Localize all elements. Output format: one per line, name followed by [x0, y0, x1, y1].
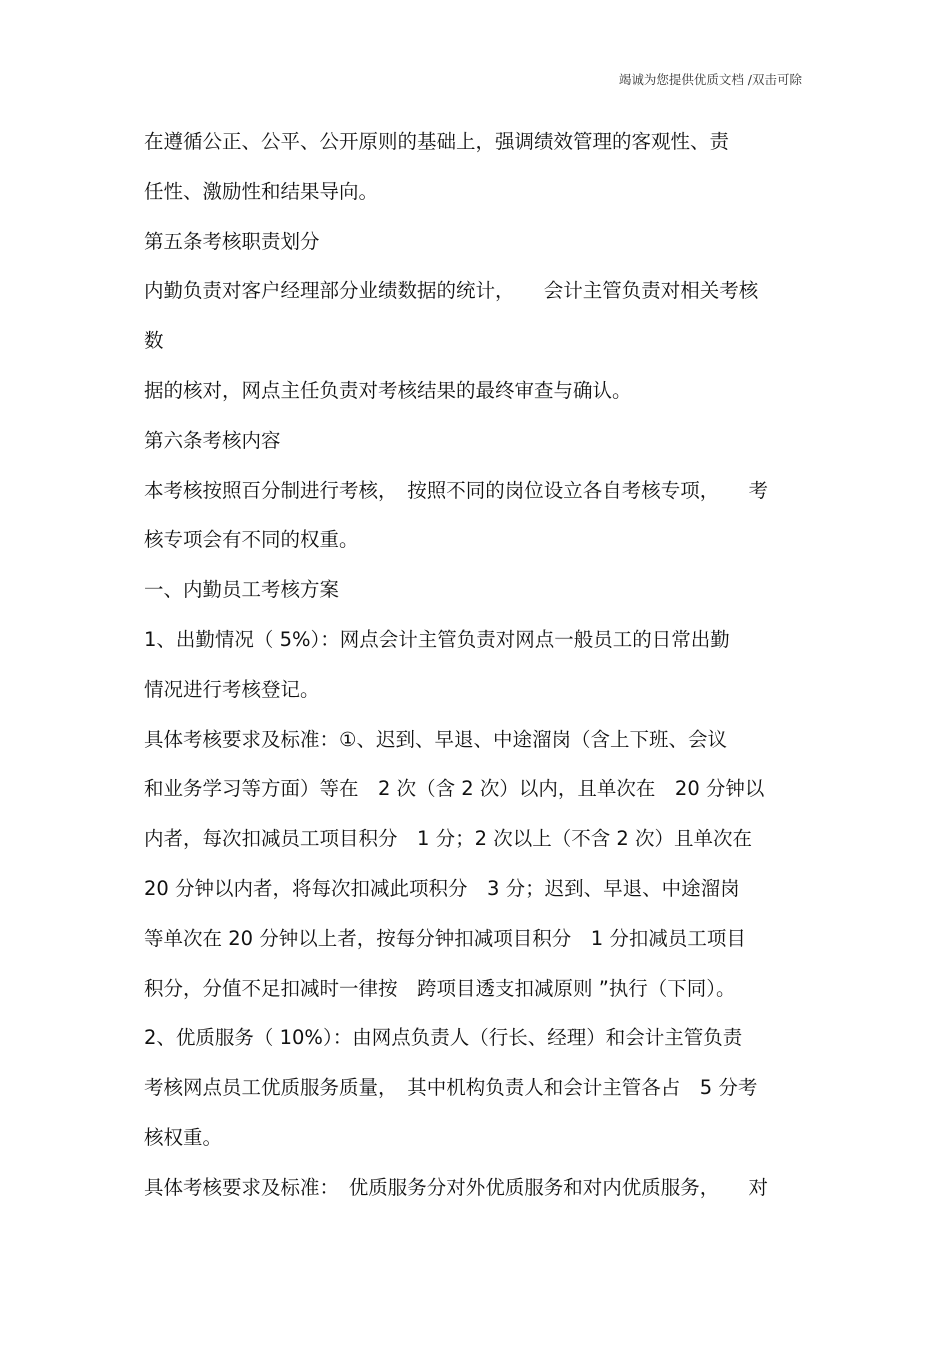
text-line: 内勤负责对客户经理部分业绩数据的统计， 会计主管负责对相关考核: [144, 279, 759, 303]
text-line: 积分，分值不足扣减时一律按 跨项目透支扣减原则 ”执行（下同）。: [144, 976, 736, 1000]
text-line: 任性、激励性和结果导向。: [144, 179, 379, 203]
text-line: 和业务学习等方面）等在 2 次（含 2 次）以内，且单次在 20 分钟以: [144, 777, 765, 801]
text-line: 具体考核要求及标准：①、迟到、早退、中途溜岗（含上下班、会议: [144, 727, 727, 751]
text-line: 等单次在 20 分钟以上者，按每分钟扣减项目积分 1 分扣减员工项目: [144, 926, 746, 950]
page-header-note: 竭诚为您提供优质文档 /双击可除: [618, 72, 802, 87]
text-line: 一、内勤员工考核方案: [144, 578, 340, 602]
text-line: 本考核按照百分制进行考核， 按照不同的岗位设立各自考核专项， 考: [144, 478, 769, 502]
text-line: 第五条考核职责划分: [144, 229, 320, 253]
text-line: 具体考核要求及标准： 优质服务分对外优质服务和对内优质服务， 对: [144, 1175, 769, 1199]
text-line: 20 分钟以内者，将每次扣减此项积分 3 分；迟到、早退、中途溜岗: [144, 876, 740, 900]
text-line: 在遵循公正、公平、公开原则的基础上，强调绩效管理的客观性、责: [144, 130, 730, 153]
text-line: 核权重。: [144, 1125, 223, 1149]
text-line: 数: [144, 329, 164, 353]
text-line: 内者，每次扣减员工项目积分 1 分；2 次以上（不含 2 次）且单次在: [144, 827, 753, 851]
text-line: 1、出勤情况（ 5%）：网点会计主管负责对网点一般员工的日常出勤: [144, 627, 730, 651]
text-line: 据的核对，网点主任负责对考核结果的最终审查与确认。: [144, 378, 632, 402]
document-body: [144, 124, 809, 1220]
text-line: 2、优质服务（ 10%）：由网点负责人（行长、经理）和会计主管负责: [144, 1026, 743, 1050]
text-line: 第六条考核内容: [144, 428, 281, 452]
text-line: 核专项会有不同的权重。: [144, 528, 359, 552]
text-line: 考核网点员工优质服务质量， 其中机构负责人和会计主管各占 5 分考: [144, 1076, 758, 1100]
text-line: 情况进行考核登记。: [144, 677, 320, 701]
